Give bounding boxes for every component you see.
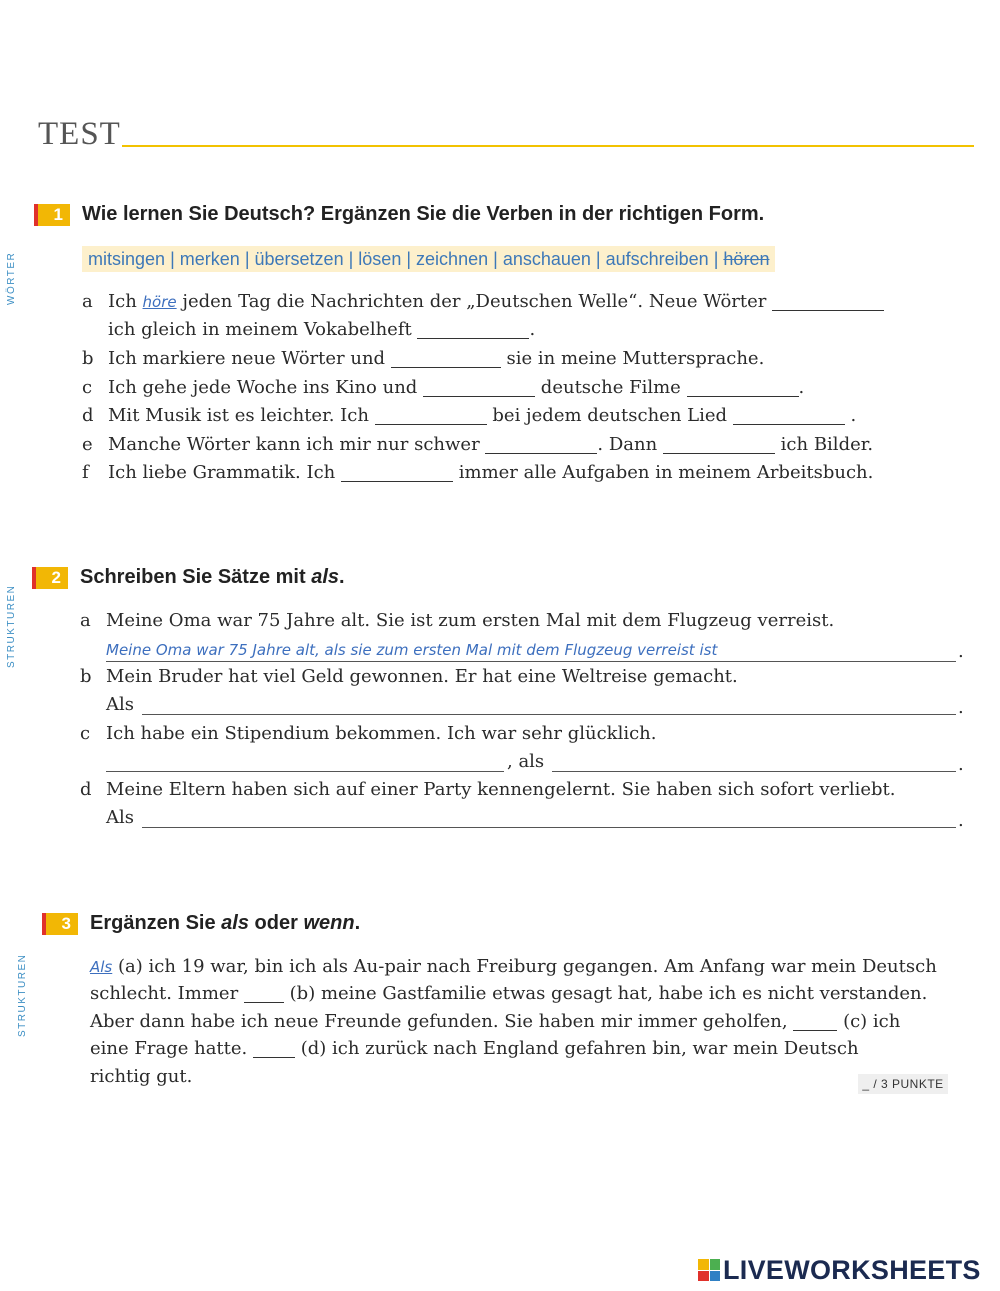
paragraph-text: eine Frage hatte. [90, 1038, 248, 1059]
item-text: Mit Musik ist es leichter. Ich [108, 405, 369, 426]
item-text: Manche Wörter kann ich mir nur schwer [108, 434, 480, 455]
text-line-2 [90, 982, 927, 1006]
page-title: TEST [38, 116, 121, 152]
word-bank-item: merken [179, 249, 240, 269]
answer-2a[interactable]: Meine Oma war 75 Jahre alt, als sie zum ersten Mal mit dem Flugzeug verreist ist [106, 638, 956, 662]
exercise-2c-middle: , als [507, 751, 545, 772]
item-text: Ich habe ein Stipendium bekommen. Ich war sehr glücklich. [106, 723, 657, 744]
answer-line-2c-second[interactable] [552, 771, 956, 772]
exercise-2d-prompt [80, 778, 895, 802]
logo-square [698, 1271, 709, 1282]
word-bank [82, 246, 775, 272]
end-dot: . [958, 697, 964, 718]
word-bank-separator: | [595, 249, 601, 269]
item-text: . [529, 319, 536, 340]
item-text: ich Bilder. [780, 434, 874, 455]
exercise-2b-start: Als [106, 694, 134, 715]
word-bank-item: zeichnen [416, 249, 489, 269]
task-number-1: 1 [34, 204, 70, 226]
blank-input-3c[interactable] [793, 1013, 837, 1031]
exercise-1d [82, 404, 856, 428]
item-letter: a [80, 610, 91, 631]
logo-icon [698, 1259, 720, 1281]
logo-square [710, 1271, 721, 1282]
blank-input[interactable] [417, 321, 529, 339]
word-bank-item: lösen [358, 249, 402, 269]
blank-input[interactable] [391, 350, 501, 368]
item-letter: b [82, 348, 94, 369]
item-text: Mein Bruder hat viel Geld gewonnen. Er hat eine Weltreise gemacht. [106, 666, 738, 687]
word-bank-item: übersetzen [254, 249, 344, 269]
blank-input[interactable] [687, 379, 799, 397]
paragraph-text: Aber dann habe ich neue Freunde gefunden. Sie haben mir immer geholfen, [90, 1011, 788, 1032]
title-text: Ergänzen Sie [90, 912, 216, 934]
item-text: Ich [108, 291, 137, 312]
item-letter: f [82, 462, 89, 483]
item-text: ich gleich in meinem Vokabelheft [108, 319, 412, 340]
blank-input[interactable] [663, 436, 775, 454]
item-text: bei jedem deutschen Lied [492, 405, 728, 426]
item-text: Ich gehe jede Woche ins Kino und [108, 377, 418, 398]
exercise-1a-line2 [108, 318, 535, 342]
logo-square [698, 1259, 709, 1270]
text-line-3 [90, 1010, 900, 1034]
blank-input-3b[interactable] [244, 985, 284, 1003]
item-letter: a [82, 291, 93, 312]
blank-input-3d[interactable] [253, 1040, 295, 1058]
title-text: . [339, 566, 345, 588]
item-letter: c [80, 723, 91, 744]
text-line-1 [90, 955, 937, 979]
logo-square [710, 1259, 721, 1270]
item-text: Meine Oma war 75 Jahre alt. Sie ist zum ersten Mal mit dem Flugzeug verreist. [106, 610, 835, 631]
word-bank-separator: | [348, 249, 354, 269]
exercise-1f [82, 461, 873, 485]
blank-input[interactable] [341, 464, 453, 482]
item-text: . Dann [597, 434, 658, 455]
word-bank-separator: | [713, 249, 719, 269]
exercise-1b [82, 347, 764, 371]
paragraph-text: schlecht. Immer [90, 983, 239, 1004]
word-bank-separator: | [244, 249, 250, 269]
item-text: jeden Tag die Nachrichten der „Deutschen Welle“. Neue Wörter [182, 291, 767, 312]
item-text: Ich liebe Grammatik. Ich [108, 462, 336, 483]
side-label-strukturen: STRUKTUREN [17, 953, 28, 1037]
word-bank-item: mitsingen [88, 249, 166, 269]
item-text: deutsche Filme [540, 377, 681, 398]
end-dot: . [958, 754, 964, 775]
task-title-1: Wie lernen Sie Deutsch? Ergänzen Sie die Verben in der richtigen Form. [82, 203, 765, 225]
task-title-3 [90, 912, 360, 935]
title-rule [122, 145, 974, 147]
blank-input[interactable] [772, 293, 884, 311]
title-text: . [354, 912, 361, 934]
word-bank-separator: | [493, 249, 498, 269]
end-dot: . [958, 810, 964, 831]
item-text: sie in meine Muttersprache. [506, 348, 765, 369]
exercise-1e [82, 433, 873, 457]
word-bank-separator: | [406, 249, 412, 269]
word-bank-item: aufschreiben [605, 249, 709, 269]
answer-line-2c-first[interactable] [106, 771, 504, 772]
blank-input[interactable] [733, 407, 845, 425]
item-text: . [798, 377, 805, 398]
item-letter: c [82, 377, 93, 398]
item-letter: d [80, 779, 92, 800]
text-line-4 [90, 1037, 859, 1061]
title-emphasis: als [311, 566, 340, 588]
answer-line-2b[interactable] [142, 714, 956, 715]
exercise-2b-prompt [80, 665, 738, 689]
answer-3a[interactable]: Als [90, 958, 113, 976]
word-bank-separator: | [170, 249, 175, 269]
paragraph-text: (b) meine Gastfamilie etwas gesagt hat, habe ich es nicht verstanden. [289, 983, 928, 1004]
exercise-1a-line1 [82, 290, 884, 314]
item-letter: d [82, 405, 94, 426]
paragraph-text: (d) ich zurück nach England gefahren bin, war mein Deutsch [300, 1038, 859, 1059]
task-number-2: 2 [32, 567, 68, 589]
word-bank-item-used: hören [723, 249, 770, 269]
exercise-2d-start: Als [106, 807, 134, 828]
end-dot: . [958, 641, 964, 662]
blank-input[interactable] [375, 407, 487, 425]
blank-input[interactable] [485, 436, 597, 454]
blank-input[interactable] [423, 379, 535, 397]
item-text: immer alle Aufgaben in meinem Arbeitsbuch. [458, 462, 874, 483]
side-label-strukturen: STRUKTUREN [6, 584, 17, 668]
item-letter: b [80, 666, 92, 687]
answer-line-2d[interactable] [142, 827, 956, 828]
task-number-3: 3 [42, 913, 78, 935]
paragraph-text: (c) ich [843, 1011, 901, 1032]
item-letter: e [82, 434, 93, 455]
title-text: oder [254, 912, 298, 934]
item-text: Meine Eltern haben sich auf einer Party kennengelernt. Sie haben sich sofort verliebt. [106, 779, 896, 800]
title-emphasis: als [221, 912, 249, 934]
title-emphasis: wenn [303, 912, 355, 934]
paragraph-text: (a) ich 19 war, bin ich als Au-pair nach Freiburg gegangen. Am Anfang war mein Deutsch [117, 956, 937, 977]
test-header [38, 116, 978, 156]
exercise-1c [82, 376, 804, 400]
title-text: Schreiben Sie Sätze mit [80, 566, 306, 588]
task-title-2 [80, 566, 345, 589]
item-text: Ich markiere neue Wörter und [108, 348, 386, 369]
points-badge: _ / 3 PUNKTE [858, 1074, 948, 1094]
liveworksheets-logo[interactable] [698, 1254, 981, 1286]
exercise-2a-prompt [80, 609, 834, 633]
answer-1a[interactable]: höre [142, 293, 177, 311]
word-bank-item: anschauen [502, 249, 591, 269]
side-label-woerter: WÖRTER [6, 251, 17, 305]
logo-text: LIVEWORKSHEETS [723, 1254, 981, 1285]
text-line-5: richtig gut. [90, 1066, 193, 1087]
item-text: . [850, 405, 857, 426]
exercise-2c-prompt [80, 722, 657, 746]
